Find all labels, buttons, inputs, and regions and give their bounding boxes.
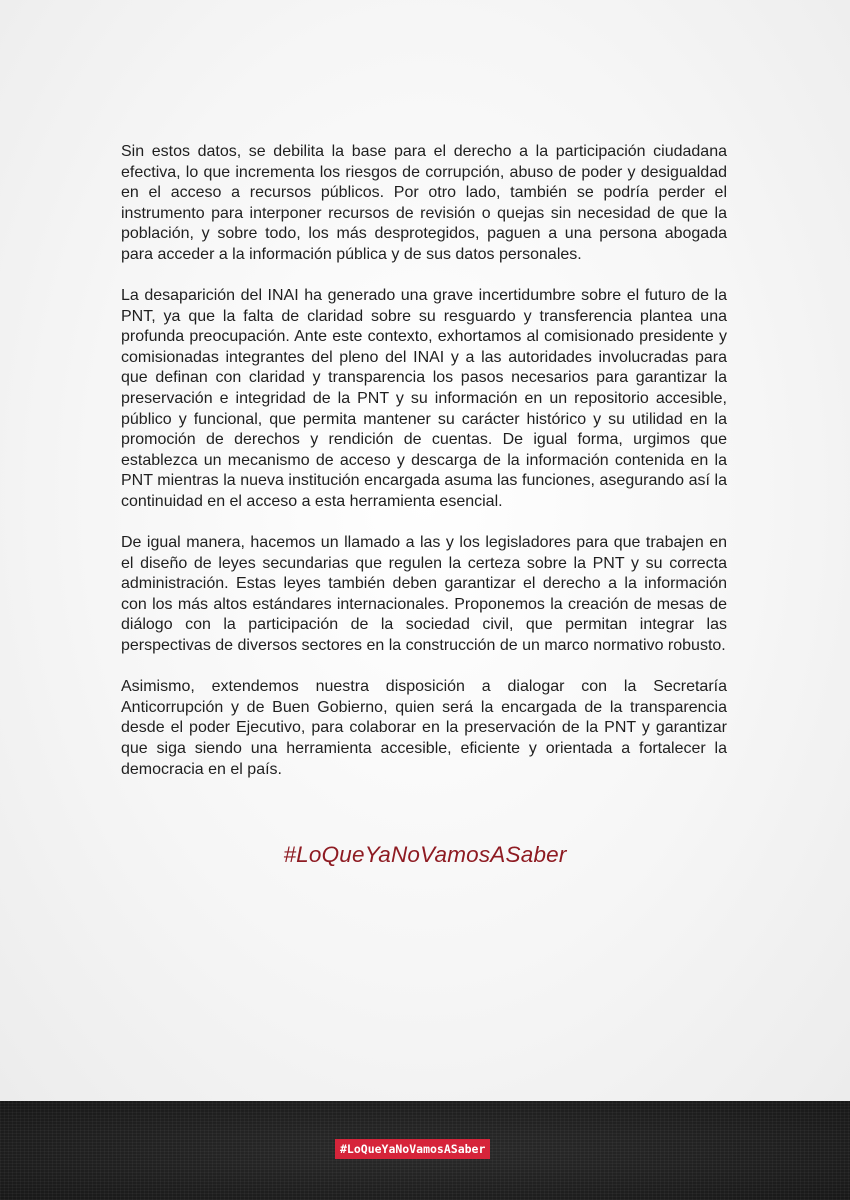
body-text — [121, 142, 727, 801]
paragraph-3: De igual manera, hacemos un llamado a las y los legisladores para que trabajen en el diseño de leyes secundarias que regulen la certeza sobre la PNT y su correcta administración. Estas leyes también deben garantizar el derecho a la información con los más altos estándares internacionales. Proponemos la creación de mesas de diálogo con la participación de la sociedad civil, que permitan integrar las perspectivas de diversos sectores en la construcción de un marco normativo robusto. — [121, 534, 727, 655]
paragraph-4: Asimismo, extendemos nuestra disposición a dialogar con la Secretaría Anticorrupción y de Buen Gobierno, quien será la encargada de la transparencia desde el poder Ejecutivo, para colaborar en la preservación de la PNT y garantizar que siga siendo una herramienta accesible, eficiente y orientada a fortalecer la democracia en el país. — [121, 678, 727, 778]
footer-band — [0, 1101, 850, 1200]
campaign-hashtag: #LoQueYaNoVamosASaber — [283, 842, 567, 867]
paragraph-1: Sin estos datos, se debilita la base para el derecho a la participación ciudadana efectiva, lo que incrementa los riesgos de corrupción, abuso de poder y desigualdad en el acceso a recursos públicos. Por otro lado, también se podría perder el instrumento para interponer recursos de revisión o quejas sin necesidad de que la población, y sobre todo, los más desprotegidos, paguen a una persona abogada para acceder a la información pública y de sus datos personales. — [121, 143, 727, 263]
paragraph-2: La desaparición del INAI ha generado una grave incertidumbre sobre el futuro de la PNT, ya que la falta de claridad sobre su resguardo y transferencia plantea una profunda preocupación. Ante este contexto, exhortamos al comisionado presidente y comisionadas integrantes del pleno del INAI y a las autoridades involucradas para que definan con claridad y transparencia los pasos necesarios para garantizar la preservación e integridad de la PNT y su información en un repositorio accesible, público y funcional, que permita mantener su carácter histórico y su utilidad en la promoción de derechos y rendición de cuentas. De igual forma, urgimos que establezca un mecanismo de acceso y descarga de la información contenida en la PNT mientras la nueva institución encargada asuma las funciones, asegurando así la continuidad en el acceso a esta herramienta esencial. — [121, 287, 727, 510]
footer-hashtag-badge: #LoQueYaNoVamosASaber — [335, 1139, 490, 1159]
